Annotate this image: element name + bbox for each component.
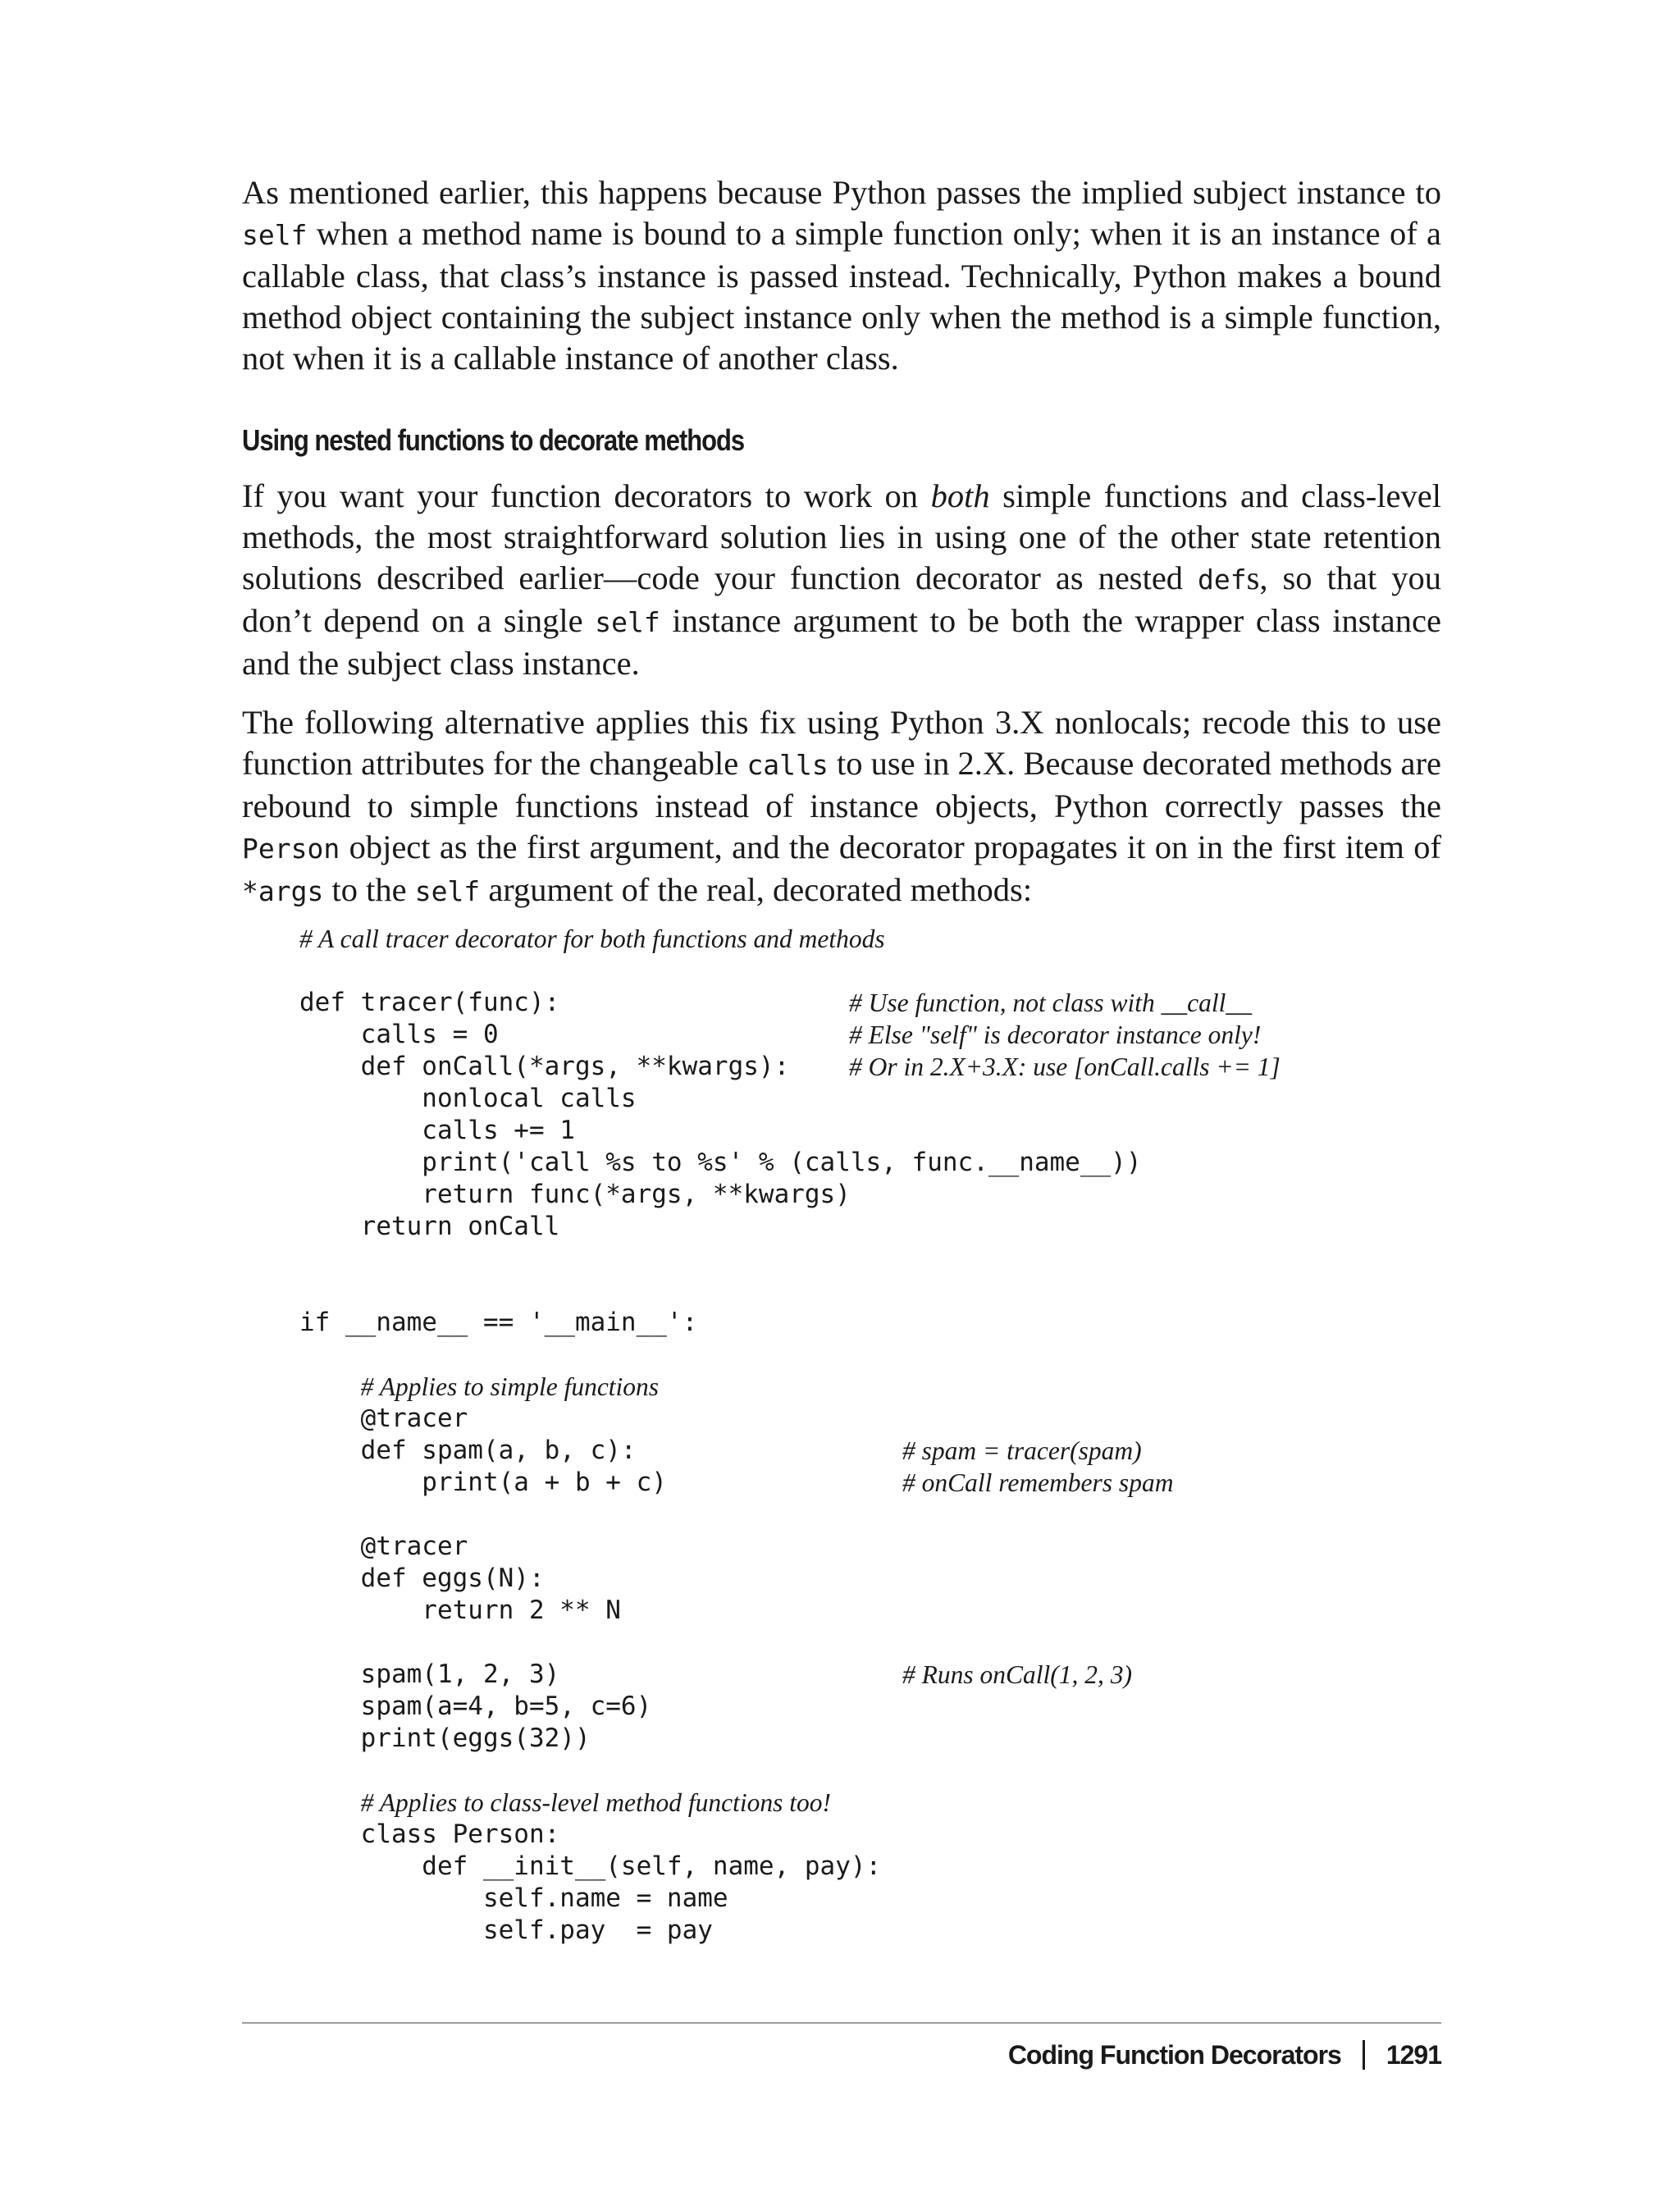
code-line: [299, 1467, 1448, 1499]
inline-code: self: [242, 219, 308, 251]
footer-divider: [242, 2022, 1441, 2024]
inline-code: def: [1198, 564, 1247, 596]
code-text: spam(1, 2, 3): [299, 1659, 560, 1689]
code-line: [299, 1211, 1448, 1243]
code-text: def onCall(*args, **kwargs):: [299, 1052, 790, 1081]
code-text: return func(*args, **kwargs): [299, 1180, 851, 1209]
code-line: [299, 923, 1448, 955]
code-text: calls = 0: [299, 1020, 499, 1049]
code-text: def spam(a, b, c):: [299, 1436, 637, 1465]
code-line: [299, 1179, 1448, 1211]
code-line: [299, 1115, 1448, 1147]
code-line: [299, 1083, 1448, 1115]
code-line: [299, 1019, 1448, 1051]
code-text: if __name__ == '__main__':: [299, 1308, 698, 1337]
code-line: [299, 1915, 1448, 1947]
page-number: 1291: [1386, 2039, 1441, 2070]
code-text: [299, 1372, 361, 1402]
code-line: [299, 1339, 1448, 1371]
code-comment: # Applies to class-level method functions too!: [360, 1788, 831, 1817]
text-run: If you want your function decorators to work on: [242, 477, 931, 514]
code-listing: [299, 923, 1448, 1947]
text-run: s, so that you don’t depend on a single: [242, 559, 1441, 639]
code-line: [299, 1755, 1448, 1787]
inline-code: Person: [242, 833, 340, 865]
code-comment: # spam = tracer(spam): [902, 1436, 1142, 1465]
code-text: spam(a=4, b=5, c=6): [299, 1691, 652, 1721]
code-text: return onCall: [299, 1212, 560, 1241]
running-section-title: Coding Function Decorators: [1007, 2039, 1341, 2070]
text-run: to the: [323, 871, 415, 908]
code-comment: # Runs onCall(1, 2, 3): [902, 1660, 1132, 1689]
text-run: argument of the real, decorated methods:: [480, 871, 1033, 908]
code-line: [299, 1371, 1448, 1403]
text-run: object as the first argument, and the decorator propagates it on in the first item of: [340, 829, 1441, 865]
page-body: [242, 172, 1441, 930]
code-text: @tracer: [299, 1404, 468, 1433]
inline-code: self: [414, 875, 481, 907]
code-text: calls += 1: [299, 1116, 575, 1145]
code-text: def __init__(self, name, pay):: [299, 1851, 882, 1881]
code-text: return 2 ** N: [299, 1596, 621, 1625]
code-line: [299, 1147, 1448, 1179]
code-text: self.pay = pay: [299, 1915, 713, 1945]
code-text: def eggs(N):: [299, 1564, 545, 1593]
page-footer: [1008, 2034, 1441, 2075]
inline-code: calls: [746, 749, 829, 781]
code-text: [299, 1788, 361, 1818]
code-line: [299, 1595, 1448, 1627]
code-line: [299, 1691, 1448, 1723]
code-line: [299, 1883, 1448, 1915]
text-run: instance argument to be both the wrapper class instance and the subject class instance.: [242, 602, 1441, 682]
footer-separator: [1363, 2040, 1365, 2070]
code-line: [299, 1435, 1448, 1467]
code-comment: # A call tracer decorator for both functions and methods: [299, 924, 885, 953]
emphasis-text: both: [930, 477, 990, 514]
code-text: def tracer(func):: [299, 988, 560, 1017]
code-line: [299, 1787, 1448, 1819]
code-line: [299, 1627, 1448, 1659]
code-comment: # onCall remembers spam: [902, 1468, 1174, 1497]
text-run: The following alternative applies this fix using Python 3.X nonlocals; recode this to use function attributes for the changeable: [242, 704, 1441, 782]
code-line: [299, 1723, 1448, 1755]
code-line: [299, 1499, 1448, 1531]
code-line: [299, 1531, 1448, 1563]
code-line: [299, 1051, 1448, 1083]
code-comment: # Applies to simple functions: [360, 1372, 660, 1401]
paragraph-bound-method: [242, 172, 1441, 379]
code-comment: # Use function, not class with __call__: [849, 988, 1252, 1017]
text-run: simple functions and class-level methods, the most straightforward solution lies in using one of the other state retention solutions described earlier—code your function decorator as nested: [242, 477, 1441, 596]
code-line: [299, 955, 1448, 987]
code-comment: # Else "self" is decorator instance only!: [849, 1020, 1262, 1049]
code-text: class Person:: [299, 1819, 560, 1849]
code-text: nonlocal calls: [299, 1084, 637, 1113]
text-run: As mentioned earlier, this happens because Python passes the implied subject instance to: [242, 174, 1441, 211]
text-run: to use in 2.X. Because decorated methods are rebound to simple functions instead of instance objects, Python correctly passes the: [242, 745, 1441, 824]
code-text: self.name = name: [299, 1883, 728, 1913]
paragraph-nested-functions: [242, 476, 1441, 684]
paragraph-alternative-fix: [242, 702, 1441, 912]
code-text: print('call %s to %s' % (calls, func.__name__)): [299, 1148, 1142, 1177]
code-line: [299, 1307, 1448, 1339]
code-line: [299, 1563, 1448, 1595]
code-text: print(a + b + c): [299, 1468, 667, 1497]
code-line: [299, 1819, 1448, 1851]
code-text: @tracer: [299, 1532, 468, 1561]
code-text: print(eggs(32)): [299, 1723, 591, 1753]
code-line: [299, 1275, 1448, 1307]
code-line: [299, 1403, 1448, 1435]
code-line: [299, 1851, 1448, 1883]
code-line: [299, 1243, 1448, 1275]
text-run: when a method name is bound to a simple function only; when it is an instance of a callable class, that class’s instance is passed instead. Technically, Python makes a bound method object containing the subject instance only when the method is a simple function, not when it is a callable instance of another class.: [242, 215, 1441, 377]
section-subheading: Using nested functions to decorate methods: [242, 423, 745, 457]
code-line: [299, 1659, 1448, 1691]
code-line: [299, 987, 1448, 1019]
inline-code: self: [595, 606, 660, 638]
inline-code: *args: [242, 875, 324, 907]
code-comment: # Or in 2.X+3.X: use [onCall.calls += 1]: [849, 1052, 1281, 1081]
